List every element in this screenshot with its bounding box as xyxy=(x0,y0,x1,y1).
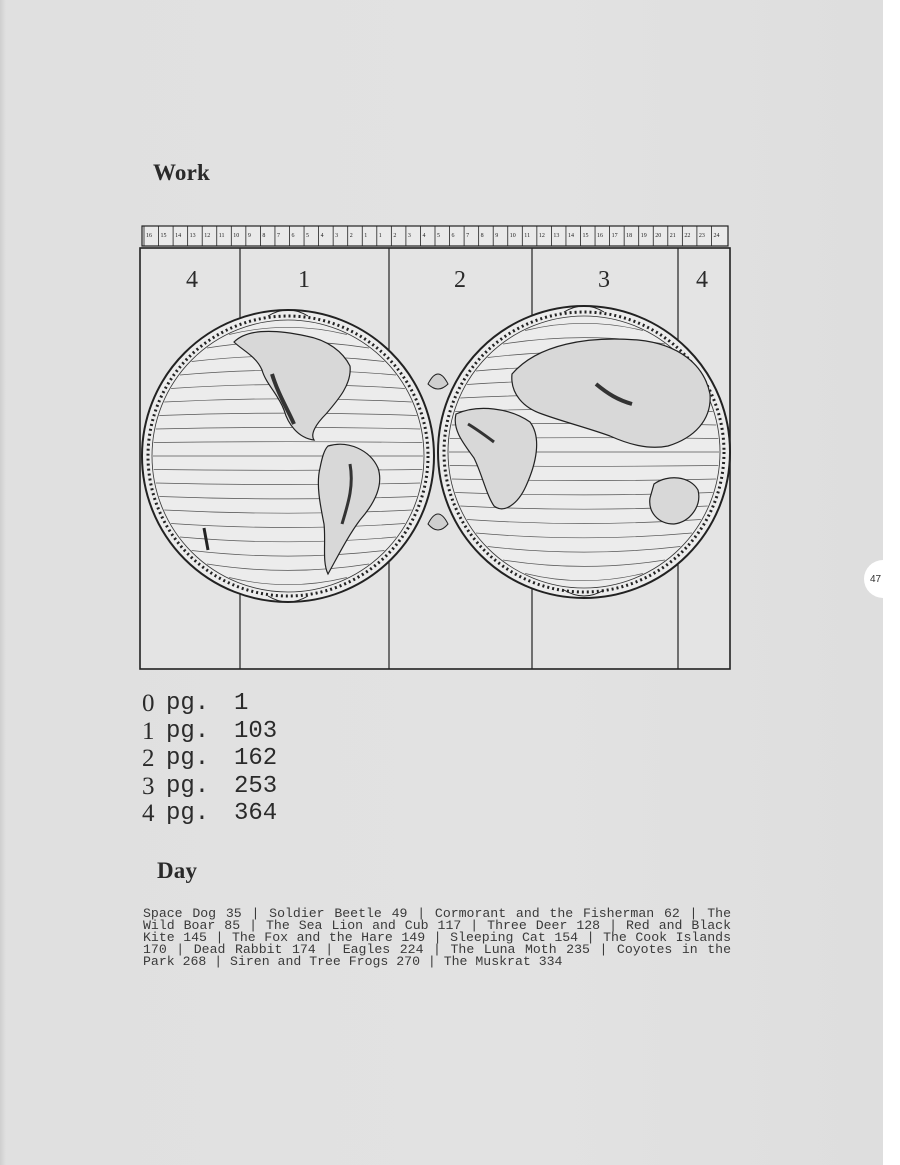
scale-number: 20 xyxy=(655,233,662,239)
scale-number: 13 xyxy=(189,233,196,239)
world-map xyxy=(138,224,732,672)
scale-number: 8 xyxy=(262,233,266,239)
world-map-figure xyxy=(138,224,732,672)
scale-number: 17 xyxy=(611,233,618,239)
page-number-label: 47 xyxy=(870,573,882,585)
index-number: 1 xyxy=(142,717,155,745)
scale-number: 2 xyxy=(349,233,353,239)
scale-number: 7 xyxy=(466,233,470,239)
index-pg-label: pg. xyxy=(166,772,210,800)
zone-label-2: 2 xyxy=(454,267,466,293)
index-number: 3 xyxy=(142,772,155,800)
index-page: 364 xyxy=(234,800,278,828)
index-page: 103 xyxy=(234,717,278,745)
zone-label-3: 3 xyxy=(598,267,610,293)
index-number: 4 xyxy=(142,800,155,828)
scale-number: 24 xyxy=(713,233,720,239)
scale-number: 10 xyxy=(233,233,240,239)
index-number: 2 xyxy=(142,745,155,773)
scale-number: 10 xyxy=(509,233,516,239)
western-hemisphere xyxy=(142,310,434,602)
scale-number: 16 xyxy=(597,233,604,239)
scale-number: 8 xyxy=(480,233,484,239)
index-row xyxy=(142,745,277,773)
scale-number: 5 xyxy=(437,233,440,239)
index-row xyxy=(142,800,277,828)
scale-number: 2 xyxy=(393,233,397,239)
eastern-hemisphere xyxy=(438,306,730,598)
page-number-tab[interactable] xyxy=(864,560,900,598)
scale-number: 6 xyxy=(291,233,295,239)
index-number: 0 xyxy=(142,690,155,717)
scale-number: 9 xyxy=(495,233,499,239)
index-page: 162 xyxy=(234,745,278,773)
scale-number: 23 xyxy=(698,233,705,239)
scale-number: 4 xyxy=(422,233,426,239)
index-row xyxy=(142,718,277,746)
day-story-list: Space Dog 35 | Soldier Beetle 49 | Cormorant and the Fisherman 62 | The Wild Boar 85 | The Sea Lion and Cub 117 | Three Deer 128 | Red and Black Kite 145 | The Fox and the Hare 149 | Sleeping Cat 154 | The Cook Islands 170 | Dead Rabbit 174 | Eagles 224 | The Luna Moth 235 | Coyotes in the Park 268 | Siren and Tree Frogs 270 | The Muskrat 334 xyxy=(143,906,731,970)
scale-number: 3 xyxy=(335,233,339,239)
scale-number: 1 xyxy=(378,233,382,239)
scale-number: 11 xyxy=(524,233,531,239)
scale-number: 12 xyxy=(204,233,211,239)
zone-label-4-right: 4 xyxy=(696,267,708,293)
zone-label-4-left: 4 xyxy=(186,267,198,293)
scale-number: 3 xyxy=(407,233,411,239)
index-pg-label: pg. xyxy=(166,717,210,745)
scale-number: 19 xyxy=(640,233,647,239)
index-page: 1 xyxy=(234,690,249,717)
scale-number: 11 xyxy=(218,233,225,239)
scale-number: 15 xyxy=(582,233,589,239)
scale-number: 12 xyxy=(538,233,545,239)
scale-number: 5 xyxy=(306,233,310,239)
scale-number: 22 xyxy=(684,233,691,239)
scale-number: 21 xyxy=(669,233,676,239)
scale-number: 4 xyxy=(320,233,324,239)
scale-number: 15 xyxy=(160,233,167,239)
work-heading: Work xyxy=(153,160,211,185)
day-heading: Day xyxy=(157,858,198,883)
index-pg-label: pg. xyxy=(166,800,210,828)
scale-number: 14 xyxy=(567,233,574,239)
scale-number: 6 xyxy=(451,233,455,239)
work-index-list xyxy=(142,690,277,828)
index-page: 253 xyxy=(234,772,278,800)
index-pg-label: pg. xyxy=(166,690,210,717)
scale-number: 13 xyxy=(553,233,560,239)
scale-number: 7 xyxy=(276,233,280,239)
scale-number: 18 xyxy=(626,233,633,239)
index-pg-label: pg. xyxy=(166,745,210,773)
scale-number: 9 xyxy=(247,233,251,239)
scale-number: 1 xyxy=(364,233,368,239)
zone-label-1: 1 xyxy=(298,267,310,293)
index-row xyxy=(142,690,277,718)
index-row xyxy=(142,773,277,801)
scale-number: 16 xyxy=(146,233,152,239)
scale-number: 14 xyxy=(175,233,182,239)
